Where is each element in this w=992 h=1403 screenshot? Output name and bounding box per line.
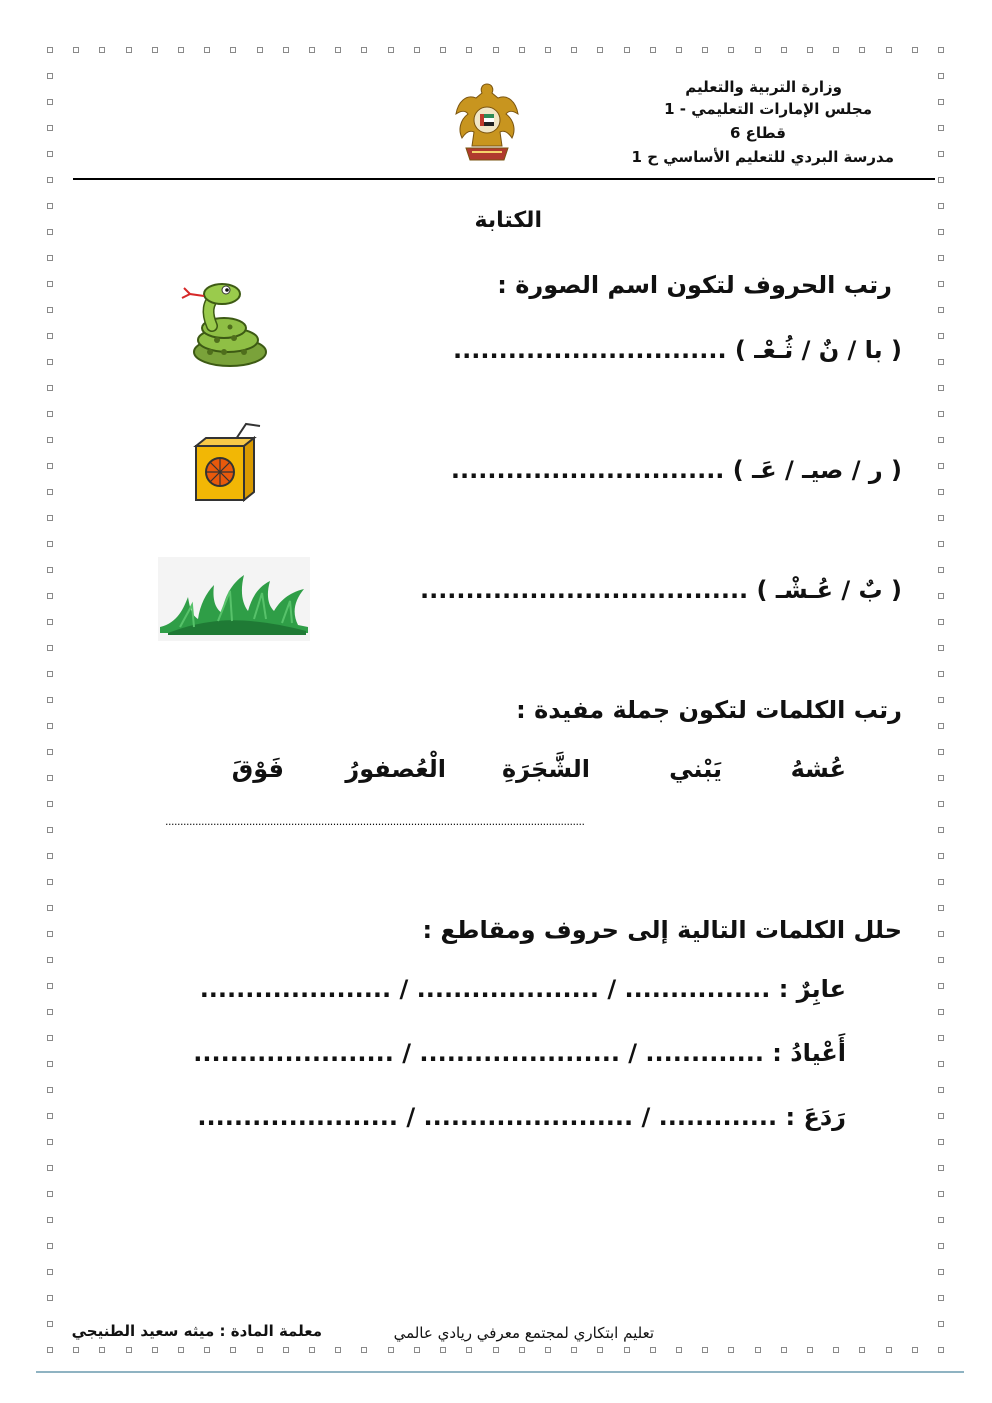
border-square — [309, 1347, 315, 1353]
border-square — [47, 645, 53, 651]
scrambled-word-2: يَبْني — [669, 755, 722, 783]
border-square — [47, 281, 53, 287]
border-square — [886, 47, 892, 53]
border-square — [388, 1347, 394, 1353]
snake-image — [172, 282, 272, 372]
border-square — [571, 1347, 577, 1353]
juice-box-image — [190, 422, 270, 504]
border-square — [938, 99, 944, 105]
teacher-name: معلمة المادة : ميثه سعيد الطنيجي — [71, 1322, 322, 1340]
answer-blank: .............................. — [450, 456, 725, 484]
border-square — [361, 47, 367, 53]
border-square — [47, 541, 53, 547]
border-square — [938, 567, 944, 573]
border-square — [912, 1347, 918, 1353]
border-square — [47, 489, 53, 495]
scrambled-word-4: الْعُصفورُ — [345, 755, 446, 783]
border-square — [938, 801, 944, 807]
border-square — [152, 47, 158, 53]
border-square — [938, 593, 944, 599]
letters-row-1 — [453, 336, 902, 364]
border-square — [47, 1061, 53, 1067]
border-square — [335, 1347, 341, 1353]
border-square — [624, 1347, 630, 1353]
border-square — [361, 1347, 367, 1353]
border-square — [47, 697, 53, 703]
border-square — [886, 1347, 892, 1353]
border-square — [859, 1347, 865, 1353]
border-square — [47, 99, 53, 105]
border-square — [47, 411, 53, 417]
border-square — [938, 931, 944, 937]
letters-group: ( با / نٌ / ثُـعْـ ) — [734, 336, 902, 364]
border-square — [440, 1347, 446, 1353]
answer-blank: .................................... — [419, 576, 749, 604]
border-square — [938, 515, 944, 521]
border-square — [414, 1347, 420, 1353]
border-square — [466, 47, 472, 53]
border-square — [938, 1061, 944, 1067]
border-square — [833, 47, 839, 53]
border-square — [938, 1321, 944, 1327]
analysis-word: رَدَعَ : — [785, 1103, 846, 1131]
border-square — [938, 177, 944, 183]
border-square — [309, 47, 315, 53]
border-square — [597, 47, 603, 53]
analysis-blanks: ............. / ...................... / ...................... — [193, 1039, 764, 1067]
border-square — [938, 879, 944, 885]
analysis-row-3 — [197, 1103, 846, 1131]
border-square — [414, 47, 420, 53]
border-square — [938, 203, 944, 209]
border-square — [493, 1347, 499, 1353]
border-square — [47, 905, 53, 911]
border-square — [47, 125, 53, 131]
sector-name: قطاع 6 — [730, 124, 786, 142]
border-square — [47, 801, 53, 807]
border-square — [47, 1321, 53, 1327]
sentence-answer-line: ............................................................................................................................................ — [165, 815, 585, 828]
border-square — [938, 723, 944, 729]
footer-motto: تعليم ابتكاري لمجتمع معرفي ريادي عالمي — [393, 1324, 654, 1342]
border-square — [47, 1087, 53, 1093]
analysis-row-1 — [200, 975, 846, 1003]
border-square — [152, 1347, 158, 1353]
border-square — [47, 359, 53, 365]
border-square — [938, 229, 944, 235]
border-square — [938, 619, 944, 625]
border-square — [938, 1243, 944, 1249]
border-square — [938, 1191, 944, 1197]
border-square — [938, 1035, 944, 1041]
border-square — [47, 1009, 53, 1015]
border-square — [781, 47, 787, 53]
border-square — [702, 1347, 708, 1353]
border-square — [47, 203, 53, 209]
border-square — [938, 411, 944, 417]
border-square — [47, 1165, 53, 1171]
border-square — [938, 385, 944, 391]
border-square — [781, 1347, 787, 1353]
border-square — [230, 47, 236, 53]
border-square — [938, 983, 944, 989]
border-square — [938, 333, 944, 339]
border-square — [912, 47, 918, 53]
analysis-row-2 — [193, 1039, 846, 1067]
border-square — [388, 47, 394, 53]
border-square — [938, 1295, 944, 1301]
border-square — [545, 1347, 551, 1353]
border-square — [47, 385, 53, 391]
border-square — [73, 47, 79, 53]
border-square — [728, 1347, 734, 1353]
border-square — [47, 177, 53, 183]
section2-instruction: رتب الكلمات لتكون جملة مفيدة : — [516, 696, 902, 724]
border-square — [938, 1165, 944, 1171]
analysis-blanks: ................ / .................... / ..................... — [199, 975, 771, 1003]
border-square — [650, 1347, 656, 1353]
border-square — [178, 47, 184, 53]
border-square — [47, 463, 53, 469]
border-square — [519, 1347, 525, 1353]
letters-group: ( بٌ / عُـشْـ ) — [756, 576, 902, 604]
border-square — [47, 775, 53, 781]
border-square — [833, 1347, 839, 1353]
border-square — [571, 47, 577, 53]
border-square — [257, 1347, 263, 1353]
border-square — [126, 1347, 132, 1353]
border-square — [938, 645, 944, 651]
border-square — [47, 879, 53, 885]
analysis-word: عابِرٌ : — [778, 975, 846, 1003]
border-square — [47, 723, 53, 729]
border-square — [47, 307, 53, 313]
header-divider — [73, 178, 935, 180]
border-square — [938, 1217, 944, 1223]
scrambled-word-5: فَوْقَ — [231, 755, 284, 783]
border-square — [597, 1347, 603, 1353]
border-square — [47, 73, 53, 79]
border-square — [676, 47, 682, 53]
border-square — [204, 47, 210, 53]
border-square — [938, 905, 944, 911]
border-square — [938, 307, 944, 313]
border-square — [204, 1347, 210, 1353]
border-square — [624, 47, 630, 53]
border-square — [47, 333, 53, 339]
border-square — [938, 853, 944, 859]
border-square — [676, 1347, 682, 1353]
page-title: الكتابة — [474, 208, 542, 233]
border-square — [938, 1113, 944, 1119]
answer-blank: .............................. — [453, 336, 727, 364]
section1-instruction: رتب الحروف لتكون اسم الصورة : — [497, 271, 892, 299]
border-square — [335, 47, 341, 53]
border-square — [938, 359, 944, 365]
border-square — [283, 47, 289, 53]
border-square — [47, 1295, 53, 1301]
border-square — [938, 281, 944, 287]
border-square — [938, 463, 944, 469]
border-square — [47, 1139, 53, 1145]
border-square — [47, 1347, 53, 1353]
border-square — [938, 1347, 944, 1353]
border-square — [938, 671, 944, 677]
border-square — [938, 775, 944, 781]
border-square — [519, 47, 525, 53]
border-square — [938, 1009, 944, 1015]
border-square — [47, 437, 53, 443]
border-square — [126, 47, 132, 53]
uae-emblem-logo — [452, 80, 522, 166]
border-square — [493, 47, 499, 53]
section3-instruction: حلل الكلمات التالية إلى حروف ومقاطع : — [422, 916, 902, 944]
border-square — [47, 567, 53, 573]
border-square — [545, 47, 551, 53]
border-square — [859, 47, 865, 53]
border-square — [938, 73, 944, 79]
border-square — [47, 931, 53, 937]
scrambled-word-1: عُشهُ — [790, 755, 846, 783]
border-square — [47, 671, 53, 677]
border-square — [47, 827, 53, 833]
border-square — [938, 1139, 944, 1145]
analysis-word: أَعْيادُ : — [772, 1039, 846, 1067]
footer-rule — [36, 1371, 964, 1373]
border-square — [47, 1035, 53, 1041]
border-square — [47, 515, 53, 521]
border-square — [230, 1347, 236, 1353]
school-name: مدرسة البردي للتعليم الأساسي ح 1 — [631, 148, 894, 166]
ministry-name: وزارة التربية والتعليم — [685, 78, 842, 96]
border-square — [47, 983, 53, 989]
border-square — [938, 957, 944, 963]
border-square — [47, 1243, 53, 1249]
border-square — [938, 151, 944, 157]
border-square — [938, 697, 944, 703]
border-square — [47, 749, 53, 755]
border-square — [47, 1191, 53, 1197]
border-square — [99, 47, 105, 53]
letters-row-3 — [420, 576, 902, 604]
grass-image — [158, 557, 310, 641]
border-square — [938, 489, 944, 495]
border-square — [47, 619, 53, 625]
border-square — [178, 1347, 184, 1353]
border-square — [47, 229, 53, 235]
border-square — [47, 593, 53, 599]
border-square — [73, 1347, 79, 1353]
border-square — [728, 47, 734, 53]
border-square — [755, 47, 761, 53]
border-square — [938, 125, 944, 131]
border-square — [47, 1217, 53, 1223]
border-square — [938, 47, 944, 53]
border-square — [807, 47, 813, 53]
border-square — [47, 151, 53, 157]
border-square — [47, 957, 53, 963]
border-square — [755, 1347, 761, 1353]
border-square — [47, 1269, 53, 1275]
border-square — [938, 1087, 944, 1093]
letters-group: ( ر / صيـ / عَـ ) — [732, 456, 902, 484]
border-square — [938, 827, 944, 833]
council-name: مجلس الإمارات التعليمي - 1 — [664, 100, 872, 118]
border-square — [938, 437, 944, 443]
border-square — [257, 47, 263, 53]
border-square — [47, 853, 53, 859]
border-square — [938, 749, 944, 755]
border-square — [47, 1113, 53, 1119]
border-square — [702, 47, 708, 53]
border-square — [47, 255, 53, 261]
analysis-blanks: ............. / ....................... / ...................... — [197, 1103, 778, 1131]
border-square — [47, 47, 53, 53]
border-square — [938, 255, 944, 261]
border-square — [440, 47, 446, 53]
border-square — [650, 47, 656, 53]
border-square — [807, 1347, 813, 1353]
border-square — [283, 1347, 289, 1353]
border-square — [938, 541, 944, 547]
border-square — [938, 1269, 944, 1275]
border-square — [466, 1347, 472, 1353]
letters-row-2 — [451, 456, 902, 484]
border-square — [99, 1347, 105, 1353]
scrambled-word-3: الشَّجَرَةِ — [501, 755, 590, 783]
